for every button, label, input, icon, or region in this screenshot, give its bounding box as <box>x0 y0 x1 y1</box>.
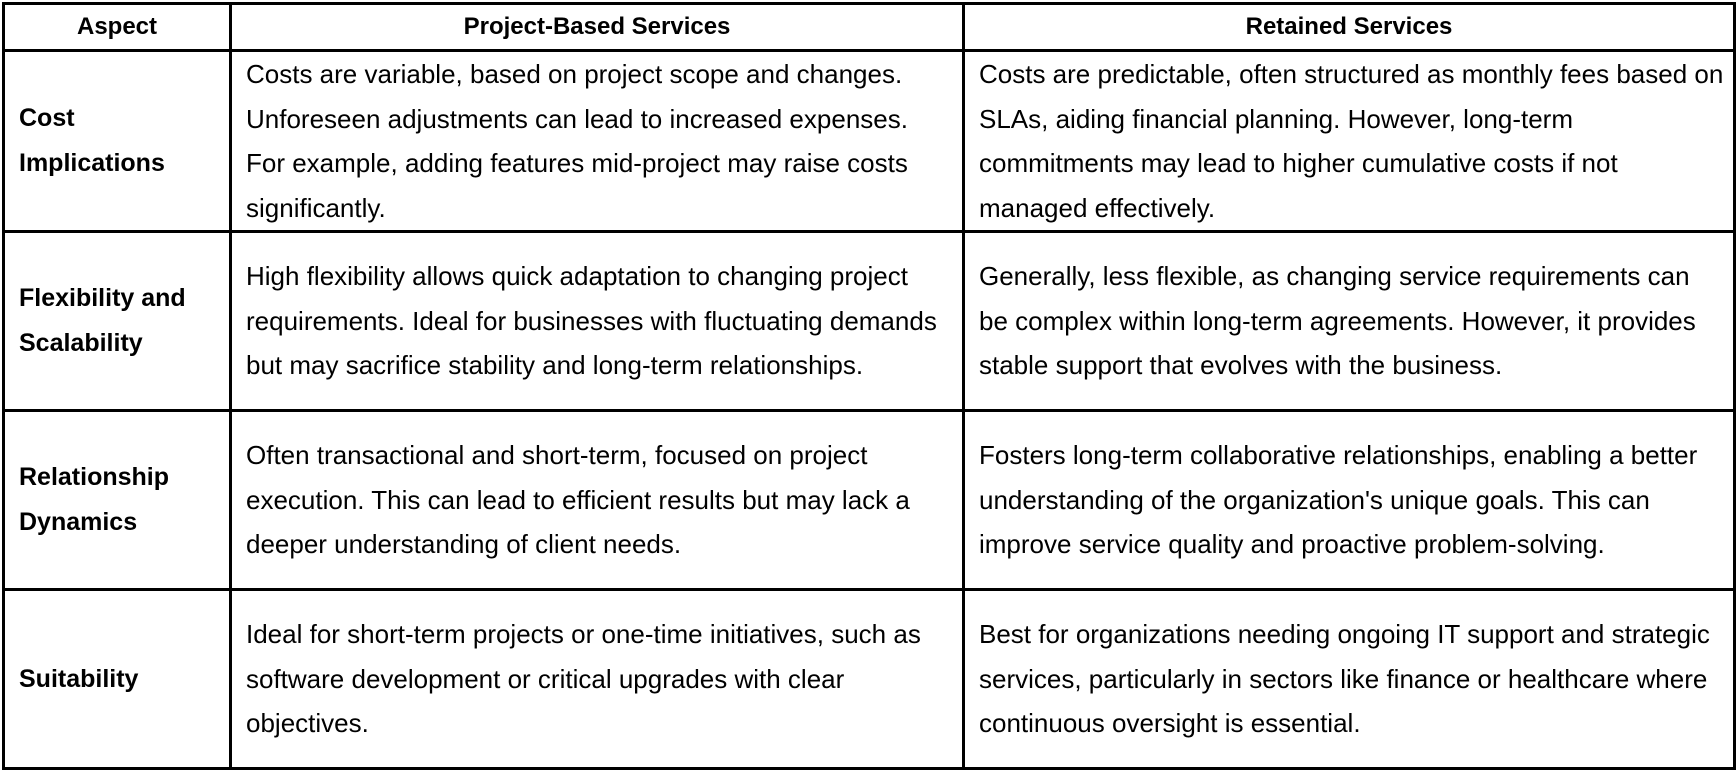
header-project-based-services: Project-Based Services <box>231 4 964 51</box>
header-aspect: Aspect <box>4 4 231 51</box>
retained-cell: Fosters long-term collaborative relationships, enabling a better understanding of the organization's unique goals. This can improve service quality and proactive problem-solving. <box>964 411 1735 590</box>
table-row-suitability <box>4 590 1735 769</box>
table-row-cost-implications <box>4 51 1735 232</box>
comparison-table <box>2 2 1736 770</box>
aspect-cell: Relationship Dynamics <box>4 411 231 590</box>
aspect-cell: Suitability <box>4 590 231 769</box>
retained-cell: Generally, less flexible, as changing service requirements can be complex within long-term agreements. However, it provides stable support that evolves with the business. <box>964 232 1735 411</box>
project-based-cell: Ideal for short-term projects or one-time initiatives, such as software development or critical upgrades with clear objectives. <box>231 590 964 769</box>
table-row-flexibility-and-scalability <box>4 232 1735 411</box>
project-based-cell: High flexibility allows quick adaptation to changing project requirements. Ideal for businesses with fluctuating demands but may sacrifice stability and long-term relationships. <box>231 232 964 411</box>
project-based-cell: Costs are variable, based on project scope and changes. Unforeseen adjustments can lead to increased expenses. For example, adding features mid-project may raise costs significantly. <box>231 51 964 232</box>
table-header <box>4 4 1735 51</box>
aspect-cell: Flexibility and Scalability <box>4 232 231 411</box>
table-body <box>4 51 1735 769</box>
retained-cell: Costs are predictable, often structured as monthly fees based on SLAs, aiding financial planning. However, long-term commitments may lead to higher cumulative costs if not managed effectively. <box>964 51 1735 232</box>
header-row <box>4 4 1735 51</box>
aspect-cell: Cost Implications <box>4 51 231 232</box>
retained-cell: Best for organizations needing ongoing IT support and strategic services, particularly in sectors like finance or healthcare where continuous oversight is essential. <box>964 590 1735 769</box>
project-based-cell: Often transactional and short-term, focused on project execution. This can lead to efficient results but may lack a deeper understanding of client needs. <box>231 411 964 590</box>
header-retained-services: Retained Services <box>964 4 1735 51</box>
table-row-relationship-dynamics <box>4 411 1735 590</box>
